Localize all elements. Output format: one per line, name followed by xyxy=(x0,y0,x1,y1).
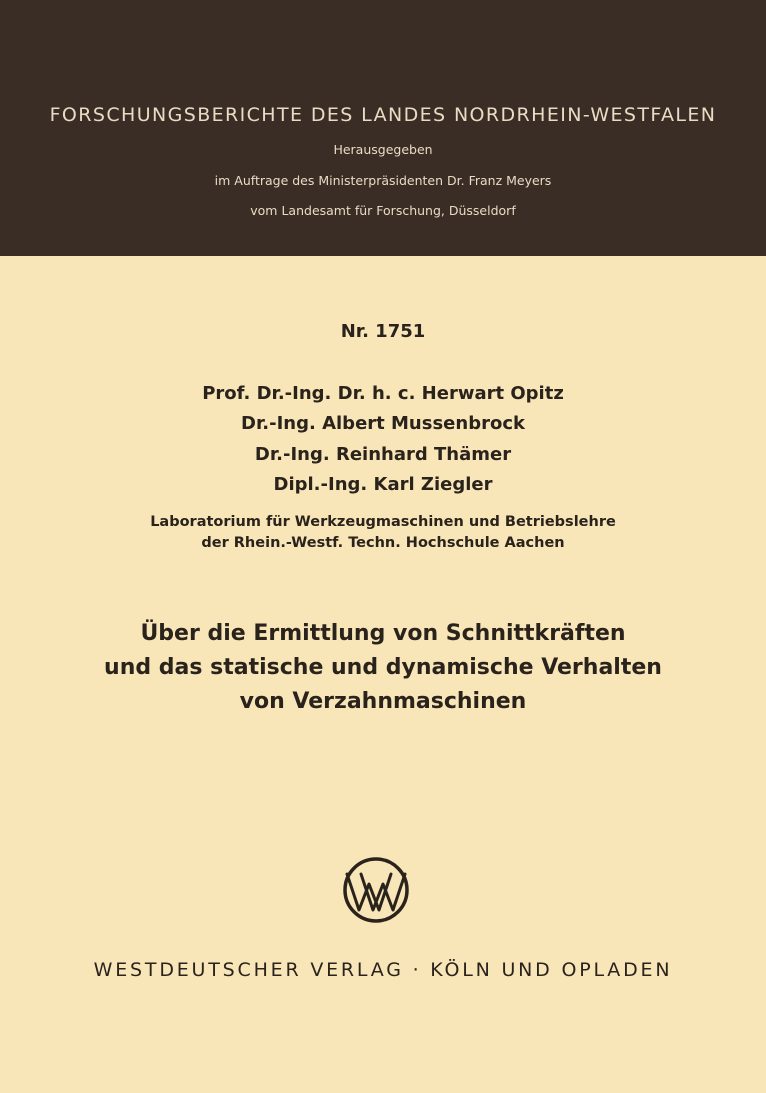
publisher-logo-icon xyxy=(341,855,411,925)
publisher-footer: WESTDEUTSCHER VERLAG · KÖLN UND OPLADEN xyxy=(93,959,673,981)
series-title: FORSCHUNGSBERICHTE DES LANDES NORDRHEIN-WESTFALEN xyxy=(49,104,717,126)
institute-line-1: Laboratorium für Werkzeugmaschinen und Betriebslehre xyxy=(150,514,616,530)
author-1: Prof. Dr.-Ing. Dr. h. c. Herwart Opitz xyxy=(202,383,564,404)
header-band xyxy=(0,0,766,256)
title-line-3: von Verzahnmaschinen xyxy=(239,689,527,714)
office-line: vom Landesamt für Forschung, Düsseldorf xyxy=(250,203,516,218)
author-2: Dr.-Ing. Albert Mussenbrock xyxy=(241,413,525,434)
title-line-2: und das statische und dynamische Verhalten xyxy=(104,655,662,680)
institute-line-2: der Rhein.-Westf. Techn. Hochschule Aachen xyxy=(201,535,565,551)
report-number: Nr. 1751 xyxy=(340,321,426,342)
commission-line: im Auftrage des Ministerpräsidenten Dr. Franz Meyers xyxy=(214,173,552,188)
author-4: Dipl.-Ing. Karl Ziegler xyxy=(273,474,493,495)
editor-line: Herausgegeben xyxy=(333,142,433,157)
title-line-1: Über die Ermittlung von Schnittkräften xyxy=(140,621,626,646)
author-3: Dr.-Ing. Reinhard Thämer xyxy=(254,444,512,465)
